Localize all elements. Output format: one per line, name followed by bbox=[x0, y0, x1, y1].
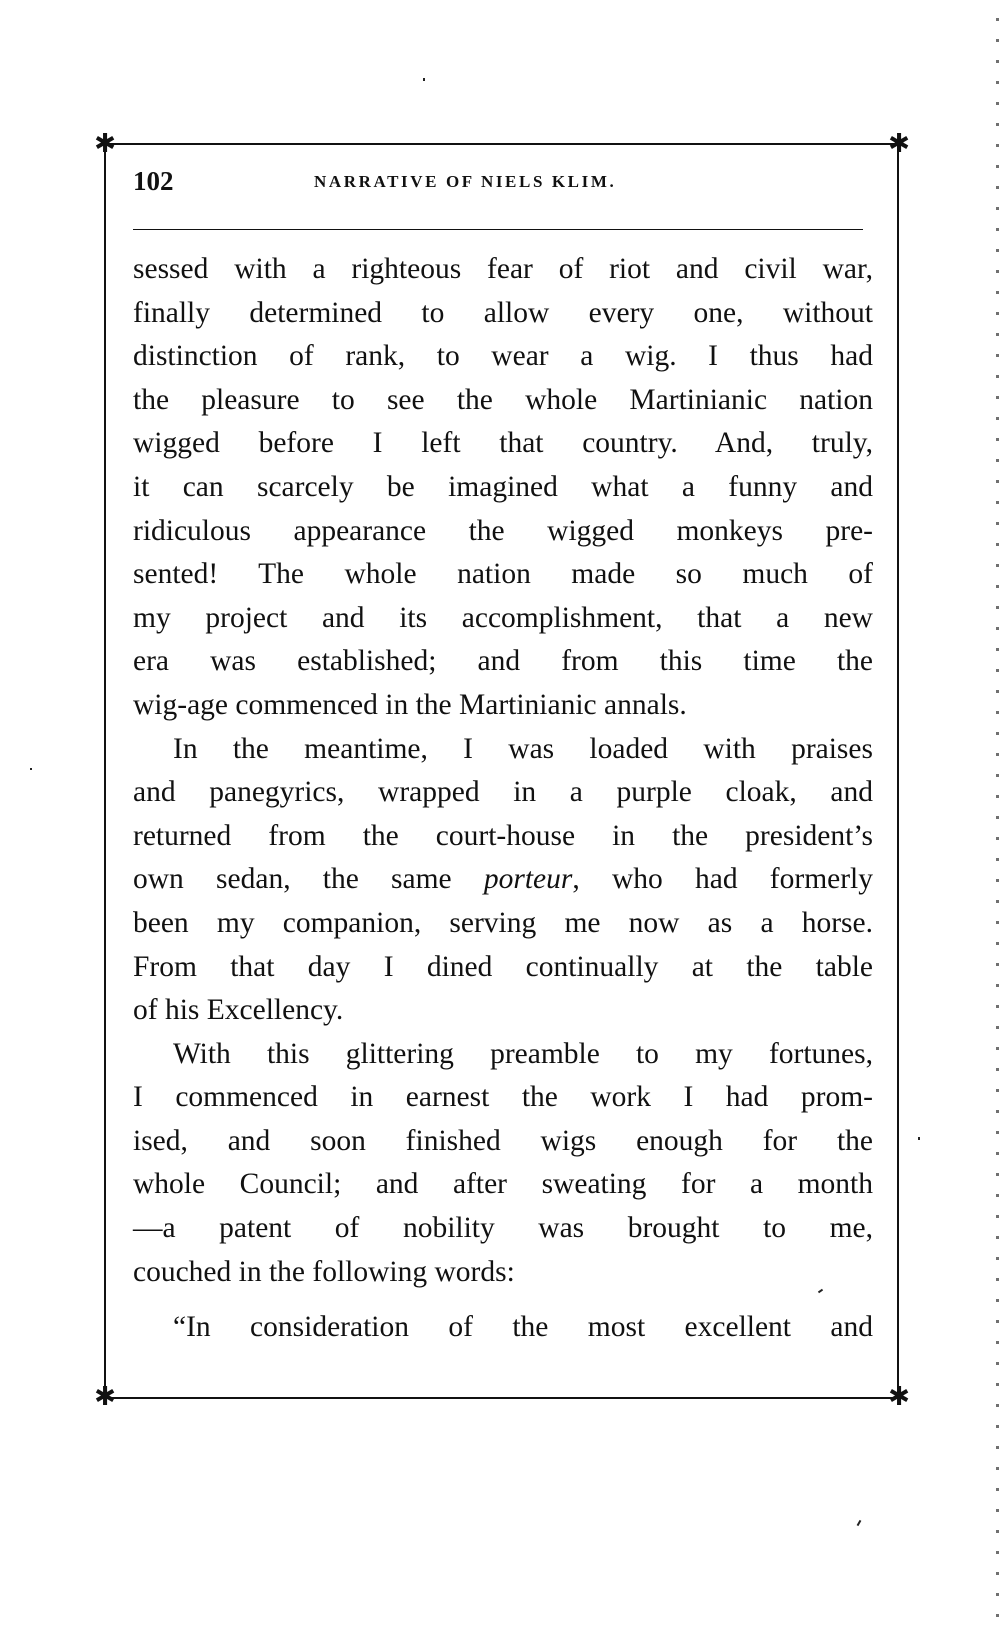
italic-word: porteur bbox=[483, 863, 573, 896]
asterisk-ornament-icon: ✱ bbox=[888, 1382, 910, 1412]
text-line: I commenced in earnest the work I had prom- bbox=[133, 1081, 873, 1114]
text-line: ised, and soon finished wigs enough for the bbox=[133, 1124, 873, 1157]
paragraph bbox=[133, 248, 873, 728]
text-line: From that day I dined continually at the table bbox=[133, 950, 873, 983]
asterisk-ornament-icon: ✱ bbox=[94, 1382, 116, 1412]
header-rule bbox=[133, 229, 863, 230]
text-line: wig-age commenced in the Martinianic annals. bbox=[133, 688, 687, 721]
scan-speck bbox=[423, 78, 425, 81]
asterisk-ornament-icon: ✱ bbox=[888, 129, 910, 159]
text-segment: own sedan, the same bbox=[133, 863, 484, 896]
text-line: of his Excellency. bbox=[133, 994, 344, 1027]
text-segment: , who had formerly bbox=[572, 863, 874, 896]
text-line: it can scarcely be imagined what a funny and bbox=[133, 470, 873, 503]
paragraph bbox=[133, 1306, 873, 1350]
text-line: finally determined to allow every one, without bbox=[133, 296, 873, 329]
text-line: With this glittering preamble to my fortunes, bbox=[173, 1037, 873, 1070]
scan-speck bbox=[30, 768, 32, 770]
text-line: and panegyrics, wrapped in a purple cloak, and bbox=[133, 776, 873, 809]
text-line: sessed with a righteous fear of riot and civil war, bbox=[133, 253, 873, 285]
text-line: couched in the following words: bbox=[133, 1255, 515, 1288]
text-line: returned from the court-house in the president’s bbox=[133, 819, 873, 852]
text-line: “In consideration of the most excellent and bbox=[173, 1311, 873, 1344]
text-line: the pleasure to see the whole Martinianic nation bbox=[133, 383, 873, 416]
page-edge-artifact bbox=[996, 0, 999, 1631]
body-text bbox=[133, 248, 873, 1350]
running-head bbox=[133, 166, 873, 206]
text-line: been my companion, serving me now as a horse. bbox=[133, 906, 873, 939]
frame-bottom-rule bbox=[106, 1397, 900, 1399]
text-line: wigged before I left that country. And, truly, bbox=[133, 427, 873, 460]
scan-speck bbox=[918, 1137, 920, 1140]
text-line: —a patent of nobility was brought to me, bbox=[133, 1212, 873, 1245]
scan-speck bbox=[857, 1520, 862, 1526]
text-line: sented! The whole nation made so much of bbox=[133, 558, 873, 591]
text-line: my project and its accomplishment, that a new bbox=[133, 601, 873, 634]
asterisk-ornament-icon: ✱ bbox=[94, 129, 116, 159]
paragraph bbox=[133, 728, 873, 1033]
page-number: 102 bbox=[133, 166, 174, 196]
paragraph bbox=[133, 1033, 873, 1295]
running-title: NARRATIVE OF NIELS KLIM. bbox=[314, 172, 617, 191]
frame-left-rule bbox=[104, 146, 106, 1395]
text-line: In the meantime, I was loaded with praises bbox=[173, 732, 873, 765]
text-line: era was established; and from this time the bbox=[133, 645, 873, 678]
frame-top-rule bbox=[106, 143, 900, 145]
text-line: distinction of rank, to wear a wig. I thus had bbox=[133, 340, 873, 373]
text-line: whole Council; and after sweating for a month bbox=[133, 1168, 873, 1201]
frame-right-rule bbox=[897, 146, 899, 1395]
text-line: ridiculous appearance the wigged monkeys pre- bbox=[133, 514, 873, 547]
text-line-with-italic bbox=[133, 858, 873, 902]
